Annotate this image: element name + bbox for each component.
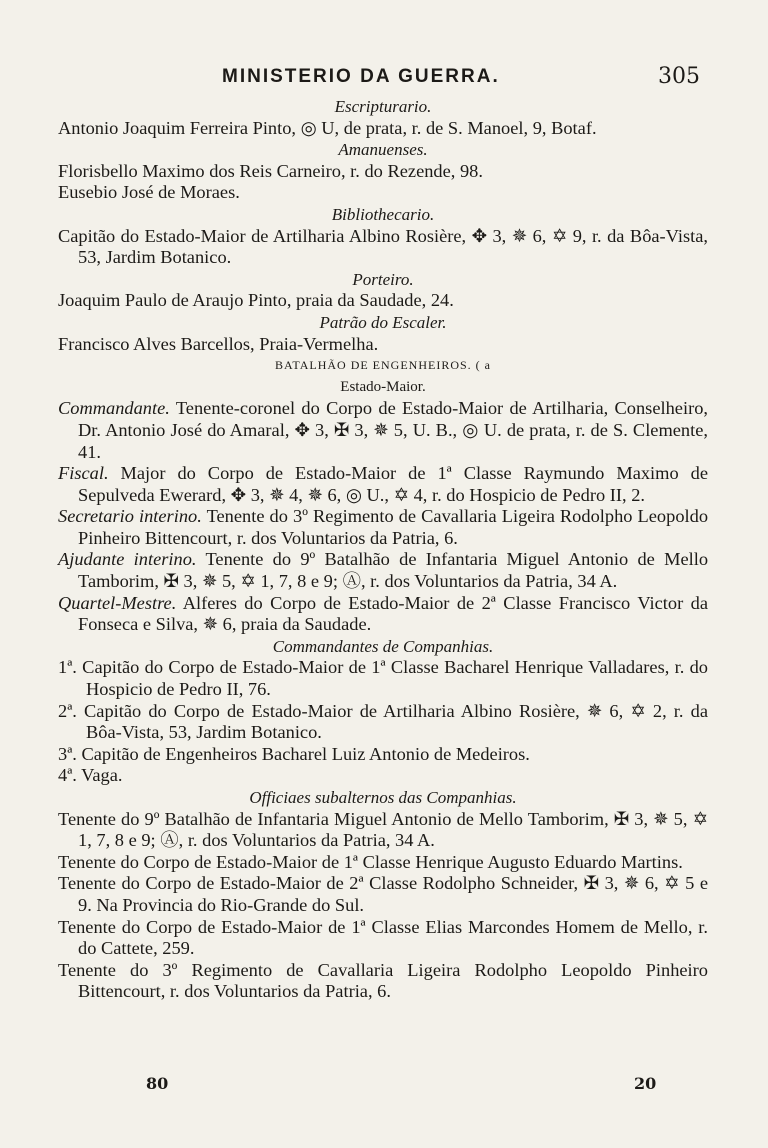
role-label: Fiscal. xyxy=(58,463,109,484)
entry: Joaquim Paulo de Araujo Pinto, praia da Saudade, 24. xyxy=(58,290,454,311)
section-heading: Patrão do Escaler. xyxy=(319,312,447,332)
running-title: MINISTERIO DA GUERRA. xyxy=(222,66,500,87)
officiais-entry: Tenente do Corpo de Estado-Maior de 1ª Classe Elias Marcondes Homem de Mello, r. do Cattete, 259. xyxy=(58,916,708,959)
companhia-text: Vaga. xyxy=(81,765,123,786)
companhia-entry xyxy=(58,657,708,700)
running-header xyxy=(0,62,768,92)
estado-maior-entry xyxy=(58,398,708,463)
companhia-entry xyxy=(58,701,708,744)
officiais-entry: Tenente do Corpo de Estado-Maior de 2ª Classe Rodolpho Schneider, ✠ 3, ✵ 6, ✡ 5 e 9. Na Provincia do Rio-Grande do Sul. xyxy=(58,873,708,915)
signature-mark: 80 xyxy=(146,1074,169,1093)
page-body xyxy=(58,96,708,1003)
entry: Eusebio José de Moraes. xyxy=(58,182,240,203)
section-heading: Porteiro. xyxy=(352,269,414,289)
entry: Florisbello Maximo dos Reis Carneiro, r. do Rezende, 98. xyxy=(58,160,483,181)
page-footer xyxy=(0,1074,768,1098)
role-label: Secretario interino. xyxy=(58,506,202,527)
companhia-number: 4ª. xyxy=(58,765,77,786)
batalhao-heading: BATALHÃO DE ENGENHEIROS. ( a xyxy=(274,358,491,373)
estado-maior-entry xyxy=(58,463,708,506)
officiais-entry: Tenente do 9º Batalhão de Infantaria Miguel Antonio de Mello Tamborim, ✠ 3, ✵ 5, ✡ 1, 7, 8 e 9; Ⓐ, r. dos Voluntarios da Patria, 34 A. xyxy=(58,808,708,851)
role-label: Ajudante interino. xyxy=(58,549,197,570)
companhias-heading: Commandantes de Companhias. xyxy=(272,636,494,656)
estado-maior-heading: Estado-Maior. xyxy=(340,378,426,395)
companhia-number: 1ª. xyxy=(58,657,77,678)
role-text: Tenente do 9º Batalhão de Infantaria Miguel Antonio de Mello Tamborim, ✠ 3, ✵ 5, ✡ 1, 7, 8 e 9; Ⓐ, r. dos Voluntarios da Patria, 34 A. xyxy=(78,549,709,592)
companhia-text: Capitão do Corpo de Estado-Maior de Artilharia Albino Rosière, ✵ 6, ✡ 2, r. da Bôa-Vista, 53, Jardim Botanico. xyxy=(84,700,709,743)
companhia-number: 2ª. xyxy=(58,700,77,721)
officiais-entry: Tenente do Corpo de Estado-Maior de 1ª Classe Henrique Augusto Eduardo Martins. xyxy=(58,851,683,872)
role-text: Alferes do Corpo de Estado-Maior de 2ª Classe Francisco Victor da Fonseca e Silva, ✵ 6, praia da Saudade. xyxy=(78,592,708,635)
companhia-entry xyxy=(58,765,708,787)
officiaes-heading: Officiaes subalternos das Companhias. xyxy=(249,788,517,807)
role-label: Commandante. xyxy=(58,398,170,419)
estado-maior-entry xyxy=(58,593,708,636)
companhia-entry xyxy=(58,744,708,766)
role-text: Major do Corpo de Estado-Maior de 1ª Classe Raymundo Maximo de Sepulveda Ewerard, ✥ 3, ✵ 4, ✵ 6, ◎ U., ✡ 4, r. do Hospicio de Pedro II, 2. xyxy=(78,463,708,505)
estado-maior-entry xyxy=(58,506,708,549)
role-label: Quartel-Mestre. xyxy=(58,592,177,613)
entry: Capitão do Estado-Maior de Artilharia Albino Rosière, ✥ 3, ✵ 6, ✡ 9, r. da Bôa-Vista, 53, Jardim Botanico. xyxy=(58,225,708,268)
section-heading: Amanuenses. xyxy=(338,140,428,160)
entry: Francisco Alves Barcellos, Praia-Vermelha. xyxy=(58,333,379,354)
companhia-text: Capitão do Corpo de Estado-Maior de 1ª Classe Bacharel Henrique Valladares, r. do Hospicio de Pedro II, 76. xyxy=(82,657,708,700)
section-heading: Bibliothecario. xyxy=(331,204,435,224)
role-text: Tenente do 3º Regimento de Cavallaria Ligeira Rodolpho Leopoldo Pinheiro Bittencourt, r. dos Voluntarios da Patria, 6. xyxy=(78,506,709,548)
section-heading: Escripturario. xyxy=(334,97,432,116)
sheet-number: 20 xyxy=(634,1074,657,1093)
companhia-text: Capitão de Engenheiros Bacharel Luiz Antonio de Medeiros. xyxy=(81,743,530,764)
role-text: Tenente-coronel do Corpo de Estado-Maior de Artilharia, Conselheiro, Dr. Antonio José do Amaral, ✥ 3, ✠ 3, ✵ 5, U. B., ◎ U. de prata, r. de S. Clemente, 41. xyxy=(78,398,708,462)
estado-maior-entry xyxy=(58,549,708,592)
companhia-number: 3ª. xyxy=(58,743,77,764)
entry: Antonio Joaquim Ferreira Pinto, ◎ U, de prata, r. de S. Manoel, 9, Botaf. xyxy=(58,117,597,138)
page-number: 305 xyxy=(658,64,700,89)
officiais-entry: Tenente do 3º Regimento de Cavallaria Ligeira Rodolpho Leopoldo Pinheiro Bittencourt, r. dos Voluntarios da Patria, 6. xyxy=(58,959,708,1002)
